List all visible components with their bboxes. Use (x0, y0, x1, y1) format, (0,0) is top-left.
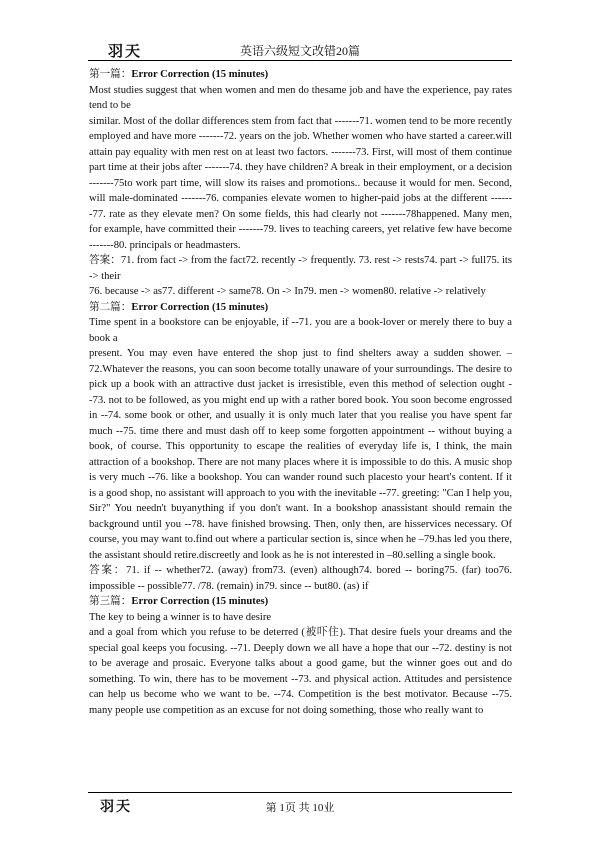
paragraph: and a goal from which you refuse to be deterred (被吓住). That desire fuels your dreams and the special goal keeps you focusing. --71. Deeply down we all have a hope that our --72. destiny is not to be average and prosaic. Everyone talks about a good game, but the winner goes out and do something. To win, there has to be movement --73. and physical action. Attitudes and persistence can help us become who we want to be. --74. Competition is the best motivator. Because --75. many people use competition as an excuse for not doing something, those who really want to (89, 627, 512, 716)
paragraph: Time spent in a bookstore can be enjoyable, if --71. you are a book-lover or merely there to buy a book a (89, 317, 512, 344)
section-heading: 第二篇：Error Correction (15 minutes) (89, 301, 269, 313)
answer-key: 答案：71. if -- whether72. (away) from73. (even) although74. bored -- boring75. (far) too76. impossible -- possible77. /78. (remain) in79. since -- but80. (as) if (89, 565, 512, 592)
answer-key: 答案：71. from fact -> from the fact72. recently -> frequently. 73. rest -> rests74. part -> full75. its -> their (89, 255, 512, 282)
document-body (89, 67, 512, 718)
paragraph: present. You may even have entered the shop just to find shelters away a sudden shower. –72.Whatever the reasons, you can soon become totally unaware of your surroundings. The desire to pick up a book with an attractive dust jacket is irresistible, even this method of selection ought --73. not to be followed, as you might end up with a rather bored book. You soon become engrossed in --74. some book or other, and usually it is only much later that you realise you have spent far much --75. time there and must dash off to keep some forgotten appointment -- without buying a book, of course. This opportunity to escape the realities of everyday life is, I think, the main attraction of a bookshop. There are not many places where it is impossible to do this. A music shop is very much --76. like a bookshop. You can wander round such placesto your heart's content. If it is a good shop, no assistant will approach to you with the inevitable --77. greeting: "Can I help you, Sir?" You needn't buyanything if you don't want. In a bookshop anassistant should remain the background until you --78. have finished browsing. Then, only then, are hisservices necessary. Of course, you may want to.find out where a particular section is, since when he –79.has led you there, the assistant should retire.discreetly and look as he is not interested in –80.selling a single book. (89, 348, 512, 561)
section-heading: 第三篇：Error Correction (15 minutes) (89, 596, 269, 607)
answer-key: 76. because -> as77. different -> same78. On -> In79. men -> women80. relative -> relatively (89, 286, 486, 297)
page-header (88, 40, 512, 61)
footer-brand: 羽天 (100, 799, 132, 815)
paragraph: The key to being a winner is to have desire (89, 611, 272, 623)
paragraph: Most studies suggest that when women and men do thesame job and have the experience, pay rates tend to be (89, 84, 512, 111)
page-footer (88, 792, 512, 815)
header-title: 英语六级短文改错20篇 (239, 44, 360, 58)
paragraph: similar. Most of the dollar differences stem from fact that -------71. women tend to be more recently employed and have more -------72. years on the job. Whether women who have started a career.will attain pay equality with men rest on at least two factors. -------73. First, will most of them continue part time at their jobs after -------74. they have children? A break in their employment, or a decision -------75to work part time, will slow its raises and promotions.. because it would for men. Second, will male-dominated -------76. companies elevate women to higher-paid jobs at the different -------77. rate as they elevate men? On some fields, this had clearly not -------78happened. Many men, for example, have committed their -------79. lives to teaching careers, yet relative few have become -------80. principals or headmasters. (89, 115, 512, 251)
header-brand: 羽天 (108, 42, 143, 60)
section-heading: 第一篇：Error Correction (15 minutes) (89, 69, 269, 80)
page-number: 第 1页 共 10业 (265, 802, 335, 814)
